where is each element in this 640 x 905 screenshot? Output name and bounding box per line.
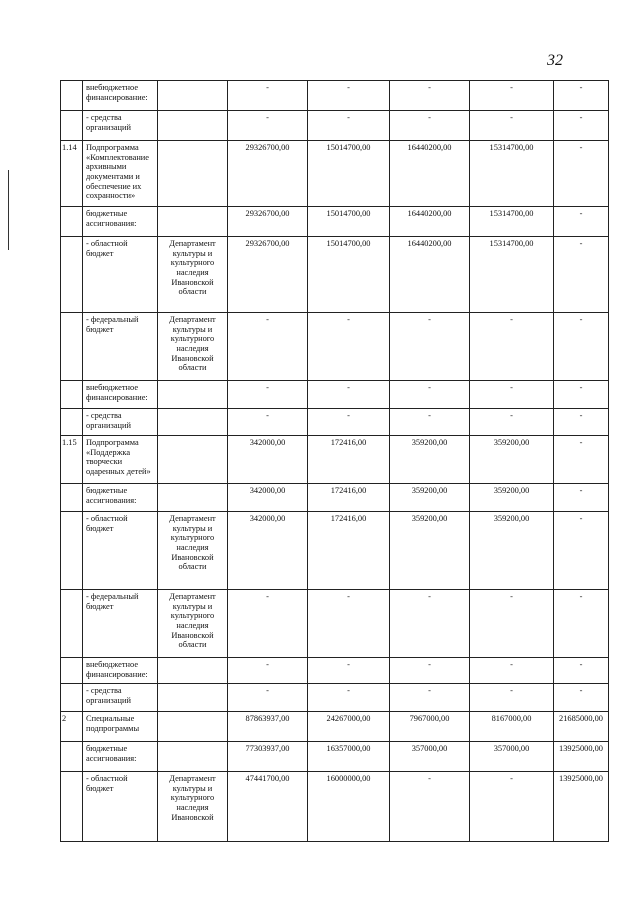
- value-col-3: 16440200,00: [390, 141, 470, 207]
- value-col-5: -: [554, 237, 609, 313]
- value-col-2: -: [308, 381, 390, 409]
- value-col-2: -: [308, 111, 390, 141]
- row-executor: [158, 141, 228, 207]
- row-executor: [158, 742, 228, 772]
- row-name: Подпрограмма «Поддержка творчески одаренных детей»: [83, 436, 158, 484]
- value-col-4: -: [470, 409, 554, 436]
- value-col-5: -: [554, 141, 609, 207]
- row-executor: [158, 484, 228, 512]
- value-col-2: -: [308, 409, 390, 436]
- value-col-5: -: [554, 313, 609, 381]
- value-col-2: 15014700,00: [308, 207, 390, 237]
- value-col-3: 359200,00: [390, 436, 470, 484]
- row-index: [61, 742, 83, 772]
- budget-table: [60, 80, 609, 842]
- row-name: - средства организаций: [83, 409, 158, 436]
- value-col-5: -: [554, 207, 609, 237]
- value-col-3: 16440200,00: [390, 207, 470, 237]
- row-name: бюджетные ассигнования:: [83, 484, 158, 512]
- value-col-3: 359200,00: [390, 484, 470, 512]
- value-col-4: 8167000,00: [470, 712, 554, 742]
- row-index: [61, 81, 83, 111]
- value-col-4: -: [470, 111, 554, 141]
- table-row: [61, 684, 609, 712]
- row-name: внебюджетное финансирование:: [83, 381, 158, 409]
- row-index: [61, 684, 83, 712]
- row-name: бюджетные ассигнования:: [83, 207, 158, 237]
- row-name: - областной бюджет: [83, 512, 158, 590]
- value-col-1: 47441700,00: [228, 772, 308, 842]
- row-index: [61, 512, 83, 590]
- row-executor: [158, 111, 228, 141]
- row-executor: [158, 381, 228, 409]
- row-name: внебюджетное финансирование:: [83, 658, 158, 684]
- value-col-4: 359200,00: [470, 436, 554, 484]
- value-col-4: -: [470, 772, 554, 842]
- row-executor: [158, 712, 228, 742]
- value-col-1: 87863937,00: [228, 712, 308, 742]
- value-col-2: 15014700,00: [308, 237, 390, 313]
- value-col-3: -: [390, 772, 470, 842]
- row-name: - средства организаций: [83, 111, 158, 141]
- row-executor: Департамент культуры и культурного наследия Ивановской области: [158, 313, 228, 381]
- value-col-5: -: [554, 111, 609, 141]
- table-row: [61, 313, 609, 381]
- value-col-1: 29326700,00: [228, 207, 308, 237]
- row-executor: Департамент культуры и культурного наследия Ивановской: [158, 772, 228, 842]
- value-col-4: 359200,00: [470, 512, 554, 590]
- row-name: Подпрограмма «Комплектование архивными документами и обеспечение их сохранности»: [83, 141, 158, 207]
- table-row: [61, 436, 609, 484]
- value-col-5: -: [554, 381, 609, 409]
- value-col-1: -: [228, 81, 308, 111]
- value-col-4: -: [470, 81, 554, 111]
- value-col-4: 15314700,00: [470, 207, 554, 237]
- table-row: [61, 742, 609, 772]
- value-col-2: 16000000,00: [308, 772, 390, 842]
- value-col-2: -: [308, 658, 390, 684]
- row-index: [61, 207, 83, 237]
- value-col-1: -: [228, 409, 308, 436]
- table-row: [61, 141, 609, 207]
- row-executor: Департамент культуры и культурного наследия Ивановской области: [158, 512, 228, 590]
- value-col-2: -: [308, 81, 390, 111]
- table-row: [61, 512, 609, 590]
- row-index: 1.14: [61, 141, 83, 207]
- row-executor: [158, 207, 228, 237]
- row-index: [61, 237, 83, 313]
- table-row: [61, 381, 609, 409]
- row-index: [61, 772, 83, 842]
- table-row: [61, 207, 609, 237]
- value-col-4: -: [470, 313, 554, 381]
- table-row: [61, 658, 609, 684]
- row-index: [61, 111, 83, 141]
- value-col-5: 21685000,00: [554, 712, 609, 742]
- value-col-2: -: [308, 590, 390, 658]
- value-col-1: 342000,00: [228, 484, 308, 512]
- value-col-5: -: [554, 590, 609, 658]
- row-index: 2: [61, 712, 83, 742]
- value-col-1: 342000,00: [228, 436, 308, 484]
- value-col-1: -: [228, 658, 308, 684]
- value-col-2: 172416,00: [308, 436, 390, 484]
- value-col-5: 13925000,00: [554, 772, 609, 842]
- value-col-3: 359200,00: [390, 512, 470, 590]
- row-name: внебюджетное финансирование:: [83, 81, 158, 111]
- table-row: [61, 484, 609, 512]
- row-name: - областной бюджет: [83, 237, 158, 313]
- value-col-5: -: [554, 436, 609, 484]
- value-col-3: -: [390, 381, 470, 409]
- table-row: [61, 772, 609, 842]
- row-name: - областной бюджет: [83, 772, 158, 842]
- value-col-3: -: [390, 313, 470, 381]
- table-row: [61, 111, 609, 141]
- value-col-1: 29326700,00: [228, 237, 308, 313]
- value-col-1: 342000,00: [228, 512, 308, 590]
- row-name: - средства организаций: [83, 684, 158, 712]
- value-col-5: -: [554, 684, 609, 712]
- row-executor: [158, 436, 228, 484]
- value-col-5: -: [554, 658, 609, 684]
- value-col-3: -: [390, 409, 470, 436]
- row-index: 1.15: [61, 436, 83, 484]
- value-col-1: 77303937,00: [228, 742, 308, 772]
- value-col-1: -: [228, 590, 308, 658]
- value-col-3: 357000,00: [390, 742, 470, 772]
- value-col-2: -: [308, 313, 390, 381]
- value-col-4: 357000,00: [470, 742, 554, 772]
- value-col-5: -: [554, 512, 609, 590]
- row-index: [61, 484, 83, 512]
- value-col-3: -: [390, 590, 470, 658]
- page-number: 32: [547, 52, 563, 69]
- value-col-5: -: [554, 409, 609, 436]
- row-index: [61, 313, 83, 381]
- table-row: [61, 237, 609, 313]
- table-row: [61, 409, 609, 436]
- row-index: [61, 590, 83, 658]
- row-index: [61, 409, 83, 436]
- value-col-2: 172416,00: [308, 484, 390, 512]
- value-col-4: -: [470, 658, 554, 684]
- value-col-2: 172416,00: [308, 512, 390, 590]
- value-col-1: 29326700,00: [228, 141, 308, 207]
- value-col-5: -: [554, 81, 609, 111]
- row-executor: [158, 81, 228, 111]
- value-col-3: -: [390, 111, 470, 141]
- row-name: Специальные подпрограммы: [83, 712, 158, 742]
- value-col-3: 16440200,00: [390, 237, 470, 313]
- table-row: [61, 590, 609, 658]
- row-name: бюджетные ассигнования:: [83, 742, 158, 772]
- value-col-4: -: [470, 590, 554, 658]
- value-col-3: -: [390, 658, 470, 684]
- row-executor: [158, 409, 228, 436]
- value-col-1: -: [228, 381, 308, 409]
- value-col-4: -: [470, 684, 554, 712]
- row-executor: [158, 684, 228, 712]
- value-col-2: 24267000,00: [308, 712, 390, 742]
- value-col-2: 16357000,00: [308, 742, 390, 772]
- value-col-1: -: [228, 684, 308, 712]
- table-row: [61, 712, 609, 742]
- value-col-2: -: [308, 684, 390, 712]
- row-name: - федеральный бюджет: [83, 313, 158, 381]
- value-col-2: 15014700,00: [308, 141, 390, 207]
- value-col-3: -: [390, 81, 470, 111]
- row-index: [61, 381, 83, 409]
- row-executor: Департамент культуры и культурного наследия Ивановской области: [158, 237, 228, 313]
- row-executor: Департамент культуры и культурного наследия Ивановской области: [158, 590, 228, 658]
- value-col-3: -: [390, 684, 470, 712]
- value-col-5: 13925000,00: [554, 742, 609, 772]
- value-col-1: -: [228, 111, 308, 141]
- value-col-4: 15314700,00: [470, 141, 554, 207]
- value-col-4: 15314700,00: [470, 237, 554, 313]
- value-col-3: 7967000,00: [390, 712, 470, 742]
- row-executor: [158, 658, 228, 684]
- margin-mark: [8, 170, 9, 250]
- row-name: - федеральный бюджет: [83, 590, 158, 658]
- value-col-1: -: [228, 313, 308, 381]
- value-col-5: -: [554, 484, 609, 512]
- value-col-4: -: [470, 381, 554, 409]
- value-col-4: 359200,00: [470, 484, 554, 512]
- table-row: [61, 81, 609, 111]
- row-index: [61, 658, 83, 684]
